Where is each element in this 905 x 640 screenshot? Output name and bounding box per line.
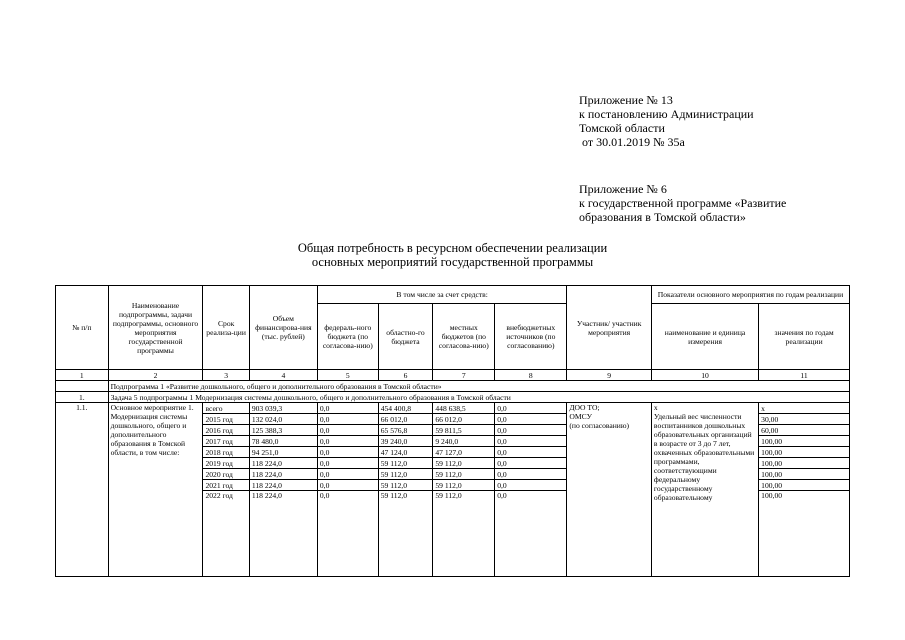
period: 2022 год <box>203 491 249 577</box>
regional: 66 012,0 <box>378 414 433 425</box>
extra: 0,0 <box>495 425 567 436</box>
header-local: местных бюджетов (по согласова-нию) <box>433 304 495 370</box>
header-name: Наименование подпрограммы, задачи подпрограммы, основного мероприятия государственной программы <box>108 286 203 370</box>
local: 9 240,0 <box>433 436 495 447</box>
participant-line: ОМСУ <box>569 412 592 421</box>
volume: 118 224,0 <box>249 480 317 491</box>
extra: 0,0 <box>495 414 567 425</box>
federal: 0,0 <box>317 469 378 480</box>
annex-13-line: Томской области <box>579 121 665 135</box>
extra: 0,0 <box>495 447 567 458</box>
indicator-value: 100,00 <box>759 480 850 491</box>
column-number: 6 <box>378 370 433 381</box>
local: 66 012,0 <box>433 414 495 425</box>
federal: 0,0 <box>317 436 378 447</box>
annex-13-line: к постановлению Администрации <box>579 107 754 121</box>
extra: 0,0 <box>495 491 567 577</box>
local: 448 638,5 <box>433 403 495 414</box>
period: 2019 год <box>203 458 249 469</box>
regional: 59 112,0 <box>378 469 433 480</box>
header-indicator-value: значения по годам реализации <box>759 304 850 370</box>
header-regional: областно-го бюджета <box>378 304 433 370</box>
period: 2020 год <box>203 469 249 480</box>
task-title: Задача 5 подпрограммы 1 Модернизация системы дошкольного, общего и дополнительного образования в Томской области <box>108 392 849 403</box>
period: 2016 год <box>203 425 249 436</box>
volume: 132 024,0 <box>249 414 317 425</box>
column-number: 2 <box>108 370 203 381</box>
volume: 94 251,0 <box>249 447 317 458</box>
extra: 0,0 <box>495 403 567 414</box>
title-line: Общая потребность в ресурсном обеспечении реализации <box>297 241 608 255</box>
regional: 47 124,0 <box>378 447 433 458</box>
volume: 78 480,0 <box>249 436 317 447</box>
activity-participant <box>567 403 652 577</box>
header-federal: федераль-ного бюджета (по согласова-нию) <box>317 304 378 370</box>
period: 2017 год <box>203 436 249 447</box>
column-number: 7 <box>433 370 495 381</box>
federal: 0,0 <box>317 403 378 414</box>
indicator-value: 100,00 <box>759 447 850 458</box>
local: 59 112,0 <box>433 469 495 480</box>
local: 59 112,0 <box>433 491 495 577</box>
participant-line: (по согласованию) <box>569 421 630 430</box>
resource-table <box>55 285 850 577</box>
regional: 59 112,0 <box>378 458 433 469</box>
indicator-value: 100,00 <box>759 491 850 577</box>
extra: 0,0 <box>495 458 567 469</box>
column-number: 1 <box>56 370 109 381</box>
column-number: 10 <box>651 370 758 381</box>
annex-13-line: от 30.01.2019 № 35а <box>579 135 685 149</box>
annex-6-line: Приложение № 6 <box>579 182 667 196</box>
document-title <box>0 241 905 269</box>
annex-13-header <box>579 93 754 149</box>
local: 47 127,0 <box>433 447 495 458</box>
volume: 903 039,3 <box>249 403 317 414</box>
annex-6-line: образования в Томской области» <box>579 210 746 224</box>
regional: 59 112,0 <box>378 480 433 491</box>
regional: 454 400,8 <box>378 403 433 414</box>
local: 59 112,0 <box>433 480 495 491</box>
period: 2015 год <box>203 414 249 425</box>
column-numbers-row <box>56 370 850 381</box>
regional: 65 576,8 <box>378 425 433 436</box>
indicator-value: 60,00 <box>759 425 850 436</box>
extra: 0,0 <box>495 436 567 447</box>
federal: 0,0 <box>317 425 378 436</box>
annex-6-header <box>579 182 786 224</box>
header-num: № п/п <box>56 286 109 370</box>
federal: 0,0 <box>317 491 378 577</box>
volume: 125 388,3 <box>249 425 317 436</box>
column-number: 8 <box>495 370 567 381</box>
header-volume: Объем финансирова-ния (тыс. рублей) <box>249 286 317 370</box>
header-indicators: Показатели основного мероприятия по годам реализации <box>651 286 849 304</box>
extra: 0,0 <box>495 469 567 480</box>
period: всего <box>203 403 249 414</box>
title-line: основных мероприятий государственной программы <box>311 255 594 269</box>
volume: 118 224,0 <box>249 458 317 469</box>
header-including: В том числе за счет средств: <box>317 286 567 304</box>
activity-name: Основное мероприятие 1. Модернизация системы дошкольного, общего и дополнительного образования в Томской области, в том числе: <box>108 403 203 577</box>
column-number: 4 <box>249 370 317 381</box>
indicator-value: 30,00 <box>759 414 850 425</box>
federal: 0,0 <box>317 414 378 425</box>
activity-row <box>56 403 850 414</box>
volume: 118 224,0 <box>249 469 317 480</box>
task-number: 1. <box>56 392 109 403</box>
extra: 0,0 <box>495 480 567 491</box>
regional: 39 240,0 <box>378 436 433 447</box>
regional: 59 112,0 <box>378 491 433 577</box>
period: 2021 год <box>203 480 249 491</box>
indicator-value: 100,00 <box>759 436 850 447</box>
federal: 0,0 <box>317 447 378 458</box>
column-number: 3 <box>203 370 249 381</box>
header-indicator-name: наименование и единица измерения <box>651 304 758 370</box>
local: 59 112,0 <box>433 458 495 469</box>
volume: 118 224,0 <box>249 491 317 577</box>
indicator-name <box>651 403 758 577</box>
task-row <box>56 392 850 403</box>
header-term: Срок реализа-ции <box>203 286 249 370</box>
column-number: 5 <box>317 370 378 381</box>
indicator-x: x <box>653 403 658 412</box>
local: 59 811,5 <box>433 425 495 436</box>
indicator-value: 100,00 <box>759 469 850 480</box>
column-number: 11 <box>759 370 850 381</box>
participant-line: ДОО ТО; <box>569 403 600 412</box>
indicator-text: Удельный вес численности воспитанников дошкольных образовательных организаций в возрасте от 3 до 7 лет, охваченных образовательными программами, соответствующими федеральному государственному образовательному <box>653 412 755 502</box>
federal: 0,0 <box>317 480 378 491</box>
indicator-value: 100,00 <box>759 458 850 469</box>
annex-13-line: Приложение № 13 <box>579 93 673 107</box>
subprogram-row <box>56 381 850 392</box>
header-participant: Участник/ участник мероприятия <box>567 286 652 370</box>
annex-6-line: к государственной программе «Развитие <box>579 196 787 210</box>
header-extra: внебюджетных источников (по согласованию) <box>495 304 567 370</box>
indicator-value: x <box>759 403 850 414</box>
period: 2018 год <box>203 447 249 458</box>
subprogram-title: Подпрограмма 1 «Развитие дошкольного, общего и дополнительного образования в Томской области» <box>108 381 849 392</box>
federal: 0,0 <box>317 458 378 469</box>
activity-number: 1.1. <box>56 403 109 577</box>
column-number: 9 <box>567 370 652 381</box>
